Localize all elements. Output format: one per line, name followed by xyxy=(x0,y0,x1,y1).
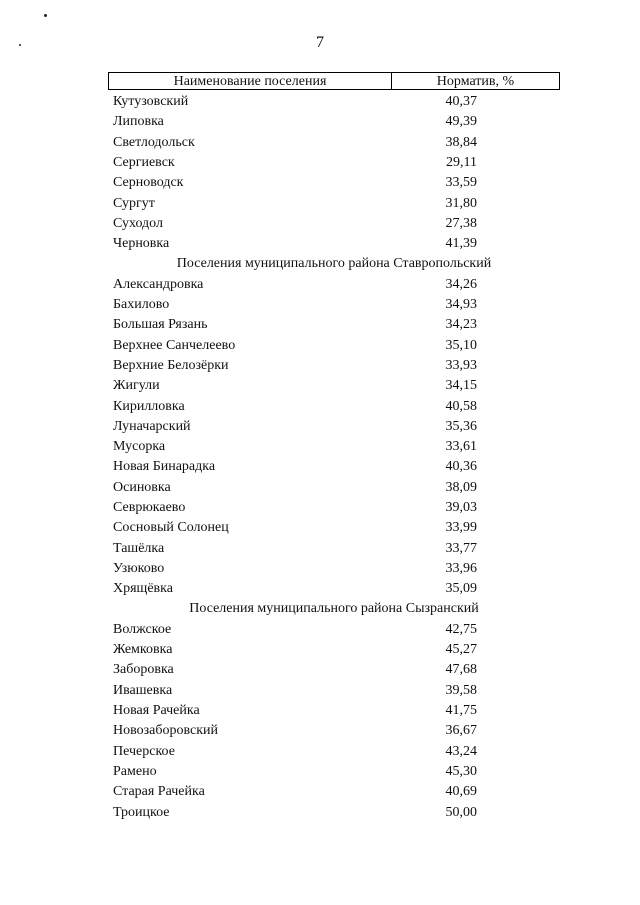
settlement-norms-table xyxy=(108,72,560,823)
settlement-name: Серноводск xyxy=(113,175,184,191)
settlement-name: Липовка xyxy=(113,114,164,130)
settlement-name: Узюково xyxy=(113,560,165,576)
table-row xyxy=(108,518,560,538)
settlement-name: Сургут xyxy=(113,195,155,211)
norm-value: 34,26 xyxy=(445,276,477,292)
table-row xyxy=(108,498,560,518)
settlement-name: Хрящёвка xyxy=(113,581,173,597)
norm-value: 45,27 xyxy=(445,642,477,658)
scan-speck xyxy=(44,14,47,17)
table-row xyxy=(108,437,560,457)
table-row xyxy=(108,539,560,559)
settlement-name: Троицкое xyxy=(113,804,170,820)
settlement-name: Светлодольск xyxy=(113,134,195,150)
norm-value: 41,39 xyxy=(445,236,477,252)
settlement-name: Кирилловка xyxy=(113,398,185,414)
settlement-name: Бахилово xyxy=(113,297,170,313)
settlement-name: Севрюкаево xyxy=(113,500,186,516)
norm-value: 50,00 xyxy=(445,804,477,820)
settlement-name: Большая Рязань xyxy=(113,317,208,333)
norm-value: 33,59 xyxy=(445,175,477,191)
norm-value: 33,77 xyxy=(445,540,477,556)
norm-value: 33,61 xyxy=(445,439,477,455)
norm-value: 39,58 xyxy=(445,682,477,698)
table-row xyxy=(108,478,560,498)
table-row xyxy=(108,802,560,822)
settlement-name: Заборовка xyxy=(113,662,174,678)
norm-value: 29,11 xyxy=(446,155,477,171)
table-row xyxy=(108,417,560,437)
norm-value: 47,68 xyxy=(445,662,477,678)
norm-value: 41,75 xyxy=(445,703,477,719)
norm-value: 27,38 xyxy=(445,215,477,231)
table-row xyxy=(108,193,560,213)
table-row xyxy=(108,275,560,295)
settlement-name: Новая Бинарадка xyxy=(113,459,216,475)
norm-value: 36,67 xyxy=(445,723,477,739)
table-row xyxy=(108,701,560,721)
table-row xyxy=(108,640,560,660)
table-row xyxy=(108,396,560,416)
norm-value: 49,39 xyxy=(445,114,477,130)
norm-value: 33,99 xyxy=(445,520,477,536)
table-row xyxy=(108,376,560,396)
norm-value: 40,58 xyxy=(445,398,477,414)
norm-value: 42,75 xyxy=(445,621,477,637)
settlement-name: Жигули xyxy=(113,378,160,394)
table-row xyxy=(108,173,560,193)
table-row xyxy=(108,579,560,599)
norm-value: 40,69 xyxy=(445,784,477,800)
table-row xyxy=(108,214,560,234)
settlement-name: Александровка xyxy=(113,276,204,292)
table-row xyxy=(108,356,560,376)
header-norm-percent: Норматив, % xyxy=(436,74,515,89)
section-title: Поселения муниципального района Ставропольский xyxy=(176,256,492,272)
settlement-name: Мусорка xyxy=(113,439,166,455)
norm-value: 31,80 xyxy=(445,195,477,211)
norm-value: 38,09 xyxy=(445,479,477,495)
norm-value: 34,15 xyxy=(445,378,477,394)
norm-value: 40,36 xyxy=(445,459,477,475)
table-row xyxy=(108,234,560,254)
settlement-name: Сергиевск xyxy=(113,155,175,171)
table-row xyxy=(108,762,560,782)
norm-value: 45,30 xyxy=(445,763,477,779)
page-number: 7 xyxy=(316,34,324,51)
table-row xyxy=(108,681,560,701)
settlement-name: Новозаборовский xyxy=(113,723,219,739)
settlement-name: Осиновка xyxy=(113,479,171,495)
table-row xyxy=(108,336,560,356)
norm-value: 35,10 xyxy=(445,337,477,353)
norm-value: 35,36 xyxy=(445,418,477,434)
table-row xyxy=(108,742,560,762)
table-row xyxy=(108,559,560,579)
settlement-name: Суходол xyxy=(113,215,163,231)
settlement-name: Черновка xyxy=(113,236,170,252)
settlement-name: Волжское xyxy=(113,621,172,637)
table-row xyxy=(108,457,560,477)
table-row xyxy=(108,295,560,315)
settlement-name: Жемковка xyxy=(113,642,173,658)
settlement-name: Рамено xyxy=(113,763,157,779)
norm-value: 34,23 xyxy=(445,317,477,333)
table-row xyxy=(108,153,560,173)
settlement-name: Верхнее Санчелеево xyxy=(113,337,236,353)
table-body xyxy=(108,92,560,823)
section-title: Поселения муниципального района Сызранский xyxy=(189,601,479,617)
settlement-name: Луначарский xyxy=(113,418,191,434)
settlement-name: Сосновый Солонец xyxy=(113,520,229,536)
settlement-name: Старая Рачейка xyxy=(113,784,205,800)
settlement-name: Кутузовский xyxy=(113,94,189,110)
table-row xyxy=(108,721,560,741)
settlement-name: Ивашевка xyxy=(113,682,173,698)
table-row xyxy=(108,133,560,153)
table-row xyxy=(108,782,560,802)
norm-value: 43,24 xyxy=(445,743,477,759)
table-row xyxy=(108,660,560,680)
header-settlement-name: Наименование поселения xyxy=(109,73,392,89)
norm-value: 39,03 xyxy=(445,500,477,516)
settlement-name: Печерское xyxy=(113,743,175,759)
settlement-name: Ташёлка xyxy=(113,540,165,556)
table-header-row xyxy=(108,72,560,90)
norm-value: 35,09 xyxy=(445,581,477,597)
norm-value: 38,84 xyxy=(445,134,477,150)
table-row xyxy=(108,315,560,335)
settlement-name: Верхние Белозёрки xyxy=(113,358,229,373)
table-row xyxy=(108,112,560,132)
settlement-name: Новая Рачейка xyxy=(113,703,200,719)
norm-value: 33,96 xyxy=(445,560,477,576)
table-row xyxy=(108,620,560,640)
norm-value: 33,93 xyxy=(445,358,477,373)
norm-value: 40,37 xyxy=(445,94,477,110)
table-row xyxy=(108,92,560,112)
norm-value: 34,93 xyxy=(445,297,477,313)
